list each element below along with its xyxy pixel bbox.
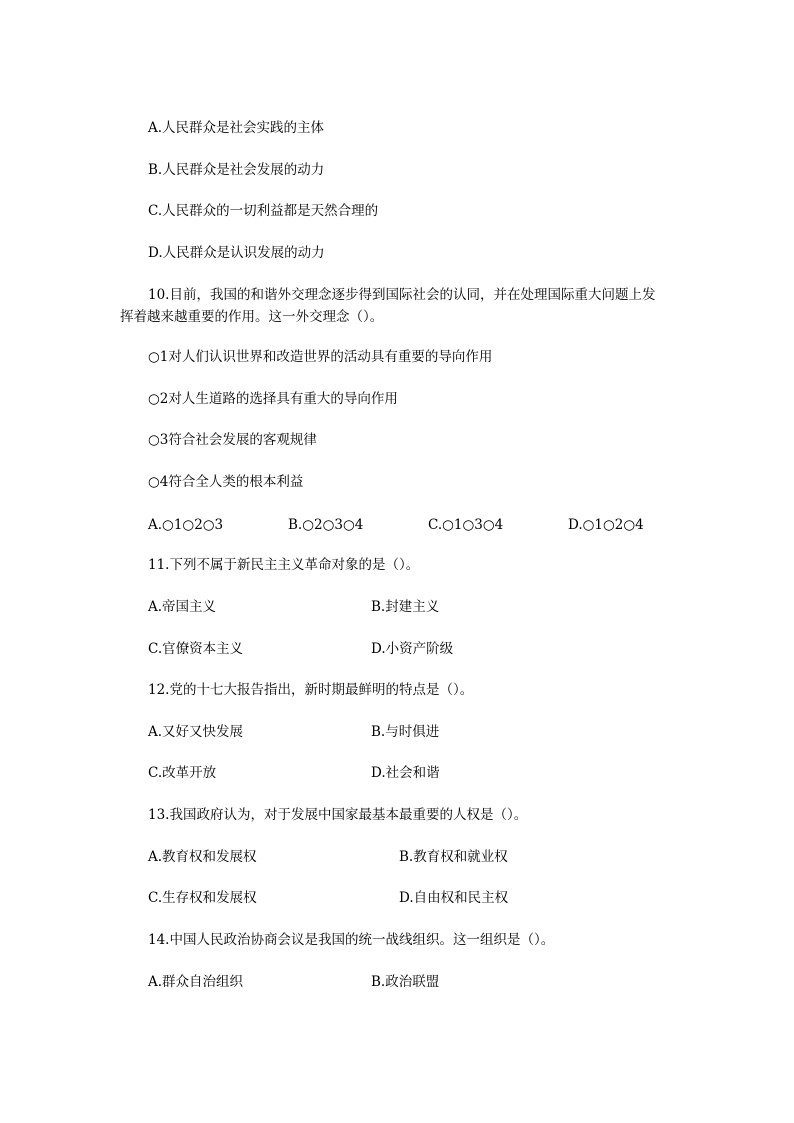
q13-option-a: A.教育权和发展权: [148, 849, 257, 865]
q9-option-a: A.人民群众是社会实践的主体: [148, 120, 325, 136]
q10-option-a: A.○1○2○3: [148, 517, 224, 533]
q11-option-d: D.小资产阶级: [371, 641, 454, 657]
q12-stem: 12.党的十七大报告指出，新时期最鲜明的特点是（）。: [148, 682, 474, 698]
q13-stem: 13.我国政府认为，对于发展中国家最基本最重要的人权是（）。: [148, 807, 528, 823]
q10-option-b: B.○2○3○4: [288, 517, 364, 533]
q12-option-c: C.改革开放: [148, 765, 217, 781]
q14-option-a: A.群众自治组织: [148, 974, 244, 990]
q12-option-a: A.又好又快发展: [148, 724, 244, 740]
q12-option-d: D.社会和谐: [371, 765, 440, 781]
q10-item-3: ○3符合社会发展的客观规律: [148, 432, 317, 448]
q13-option-b: B.教育权和就业权: [399, 849, 508, 865]
q11-option-b: B.封建主义: [371, 599, 440, 615]
q9-option-d: D.人民群众是认识发展的动力: [148, 245, 325, 261]
q10-item-1: ○1对人们认识世界和改造世界的活动具有重要的导向作用: [148, 349, 493, 365]
q9-option-b: B.人民群众是社会发展的动力: [148, 162, 325, 178]
q10-option-c: C.○1○3○4: [428, 517, 504, 533]
q10-item-2: ○2对人生道路的选择具有重大的导向作用: [148, 391, 398, 407]
q14-option-b: B.政治联盟: [371, 974, 440, 990]
q11-option-a: A.帝国主义: [148, 599, 217, 615]
q13-option-c: C.生存权和发展权: [148, 890, 257, 906]
q10-item-4: ○4符合全人类的根本利益: [148, 474, 304, 490]
q9-option-c: C.人民群众的一切利益都是天然合理的: [148, 203, 379, 219]
q10-option-d: D.○1○2○4: [568, 517, 644, 533]
q13-option-d: D.自由权和民主权: [399, 890, 509, 906]
q11-option-c: C.官僚资本主义: [148, 641, 244, 657]
q14-stem: 14.中国人民政治协商会议是我国的统一战线组织。这一组织是（）。: [148, 932, 555, 948]
q12-option-b: B.与时俱进: [371, 724, 440, 740]
q10-stem: 10.目前，我国的和谐外交理念逐步得到国际社会的认同，并在处理国际重大问题上发挥着越来越重要的作用。这一外交理念（）。: [120, 287, 656, 325]
q11-stem: 11.下列不属于新民主主义革命对象的是（）。: [148, 557, 420, 573]
